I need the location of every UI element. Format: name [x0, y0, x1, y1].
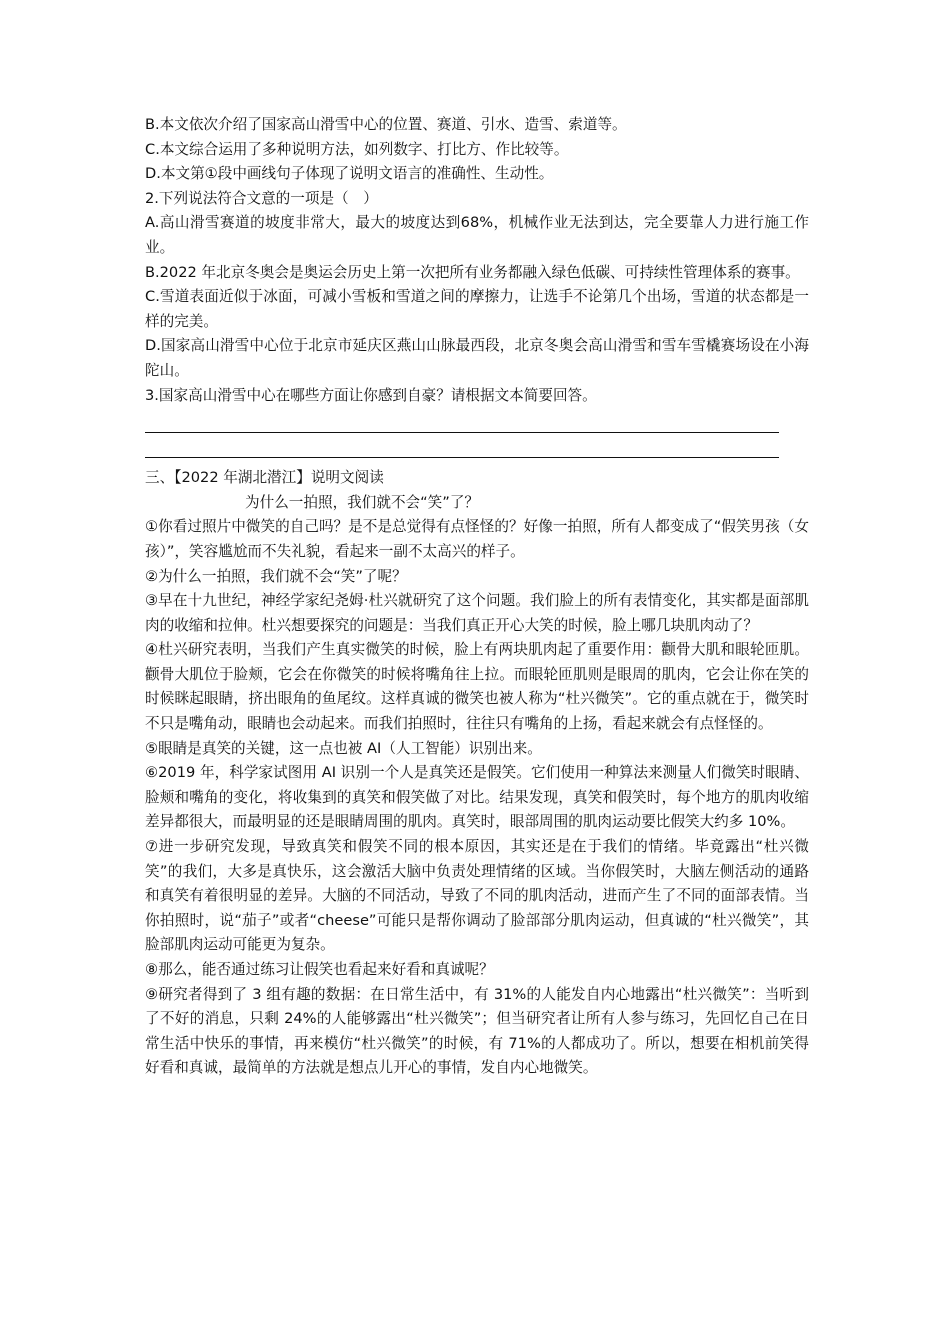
- q1-option-c: C.本文综合运用了多种说明方法，如列数字、打比方、作比较等。: [145, 140, 569, 158]
- paragraph-4: ④杜兴研究表明，当我们产生真实微笑的时候，脸上有两块肌肉起了重要作用：颧骨大肌和眼轮匝肌。颧骨大肌位于脸颊，它会在你微笑的时候将嘴角往上拉。而眼轮匝肌则是眼周的肌肉，它会让你在笑的时候眯起眼睛，挤出眼角的鱼尾纹。这样真诚的微笑也被人称为“杜兴微笑”。它的重点就在于，微笑时不只是嘴角动，眼睛也会动起来。而我们拍照时，往往只有嘴角的上扬，看起来就会有点怪怪的。: [145, 641, 809, 733]
- paragraph-5: ⑤眼睛是真笑的关键，这一点也被 AI（人工智能）识别出来。: [145, 739, 542, 757]
- q2-option-c: C.雪道表面近似于冰面，可减小雪板和雪道之间的摩擦力，让选手不论第几个出场，雪道的状态都是一样的完美。: [145, 288, 809, 330]
- paragraph-1: ①你看过照片中微笑的自己吗？是不是总觉得有点怪怪的？好像一拍照，所有人都变成了“假笑男孩（女孩）”，笑容尴尬而不失礼貌，看起来一副不太高兴的样子。: [145, 518, 809, 560]
- q2-stem: 2.下列说法符合文意的一项是（ ）: [145, 189, 378, 207]
- article-title: 为什么一拍照，我们就不会“笑”了？: [245, 493, 480, 511]
- q2-option-b: B.2022 年北京冬奥会是奥运会历史上第一次把所有业务都融入绿色低碳、可持续性管理体系的赛事。: [145, 263, 800, 281]
- paragraph-3: ③早在十九世纪，神经学家纪尧姆·杜兴就研究了这个问题。我们脸上的所有表情变化，其实都是面部肌肉的收缩和拉伸。杜兴想要探究的问题是：当我们真正开心大笑的时候，脸上哪几块肌肉动了？: [145, 592, 809, 634]
- q1-option-b: B.本文依次介绍了国家高山滑雪中心的位置、赛道、引水、造雪、索道等。: [145, 116, 627, 133]
- q3-stem: 3.国家高山滑雪中心在哪些方面让你感到自豪？请根据文本简要回答。: [145, 386, 597, 404]
- paragraph-6: ⑥2019 年，科学家试图用 AI 识别一个人是真笑还是假笑。它们使用一种算法来测量人们微笑时眼睛、脸颊和嘴角的变化，将收集到的真笑和假笑做了对比。结果发现，真笑和假笑时，每个地方的肌肉收缩差异都很大，而最明显的还是眼睛周围的肌肉。真笑时，眼部周围的肌肉运动要比假笑大约多 10%。: [145, 764, 809, 831]
- paragraph-8: ⑧那么，能否通过练习让假笑也看起来好看和真诚呢？: [145, 961, 494, 978]
- q1-option-d: D.本文第①段中画线句子体现了说明文语言的准确性、生动性。: [145, 165, 554, 183]
- q2-option-a: A.高山滑雪赛道的坡度非常大，最大的坡度达到68%，机械作业无法到达，完全要靠人力进行施工作业。: [145, 214, 809, 256]
- paragraph-2: ②为什么一拍照，我们就不会“笑”了呢？: [145, 567, 407, 585]
- paragraph-7: ⑦进一步研究发现，导致真笑和假笑不同的根本原因，其实还是在于我们的情绪。毕竟露出“杜兴微笑”的我们，大多是真快乐，这会激活大脑中负责处理情绪的区域。当你假笑时，大脑左侧活动的通路和真笑有着很明显的差异。大脑的不同活动，导致了不同的肌肉活动，进而产生了不同的面部表情。当你拍照时，说“茄子”或者“cheese”可能只是帮你调动了脸部部分肌肉运动，但真诚的“杜兴微笑”，其脸部肌肉运动可能更为复杂。: [145, 838, 809, 954]
- section-heading: 三、【2022 年湖北潜江】说明文阅读: [145, 469, 384, 487]
- document-page: [145, 113, 809, 1081]
- q2-option-d: D.国家高山滑雪中心位于北京市延庆区燕山山脉最西段，北京冬奥会高山滑雪和雪车雪橇赛场设在小海陀山。: [145, 337, 809, 379]
- paragraph-9: ⑨研究者得到了 3 组有趣的数据：在日常生活中，有 31%的人能发自内心地露出“杜兴微笑”：当听到了不好的消息，只剩 24%的人能够露出“杜兴微笑”；但当研究者让所有人参与练习，先回忆自己在日常生活中快乐的事情，再来模仿“杜兴微笑”的时候，有 71%的人都成功了。所以，想要在相机前笑得好看和真诚，最简单的方法就是想点儿开心的事情，发自内心地微笑。: [145, 985, 809, 1077]
